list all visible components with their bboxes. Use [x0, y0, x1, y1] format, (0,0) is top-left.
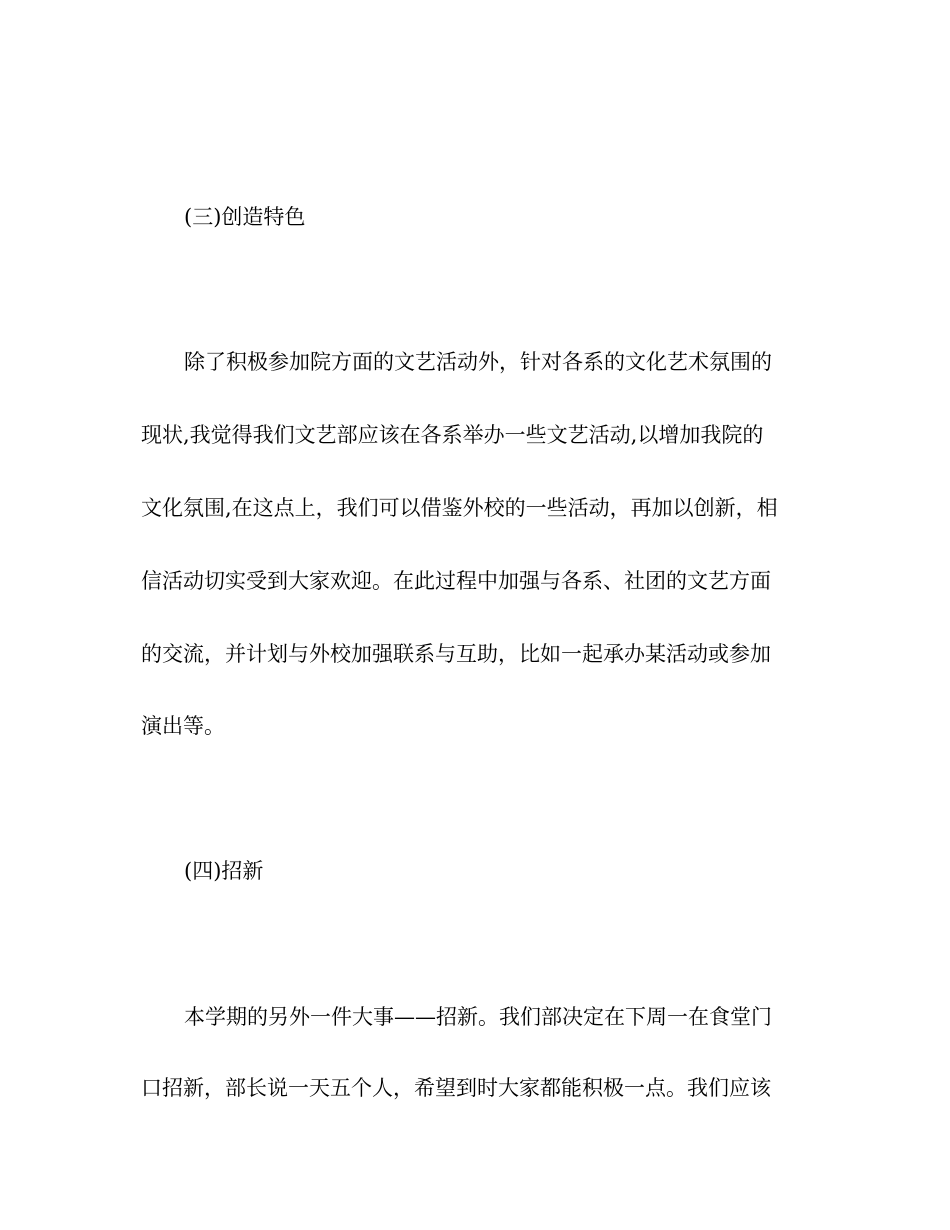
paragraph-line: 演出等。	[141, 714, 225, 738]
paragraph-line: 除了积极参加院方面的文艺活动外，针对各系的文化艺术氛围的	[184, 350, 772, 374]
paragraph-line: 文化氛围,在这点上，我们可以借鉴外校的一些活动，再加以创新，相	[141, 496, 778, 520]
paragraph-line: 口招新，部长说一天五个人，希望到时大家都能积极一点。我们应该	[141, 1076, 771, 1100]
paragraph-line: 本学期的另外一件大事——招新。我们部决定在下周一在食堂门	[184, 1005, 772, 1029]
paragraph-line: 信活动切实受到大家欢迎。在此过程中加强与各系、社团的文艺方面	[141, 569, 771, 593]
section-heading-creating-features: (三)创造特色	[184, 205, 306, 229]
section-heading-recruitment: (四)招新	[184, 859, 264, 883]
paragraph-line: 现状,我觉得我们文艺部应该在各系举办一些文艺活动,以增加我院的	[141, 423, 764, 447]
paragraph-line: 的交流，并计划与外校加强联系与互助，比如一起承办某活动或参加	[141, 642, 771, 666]
